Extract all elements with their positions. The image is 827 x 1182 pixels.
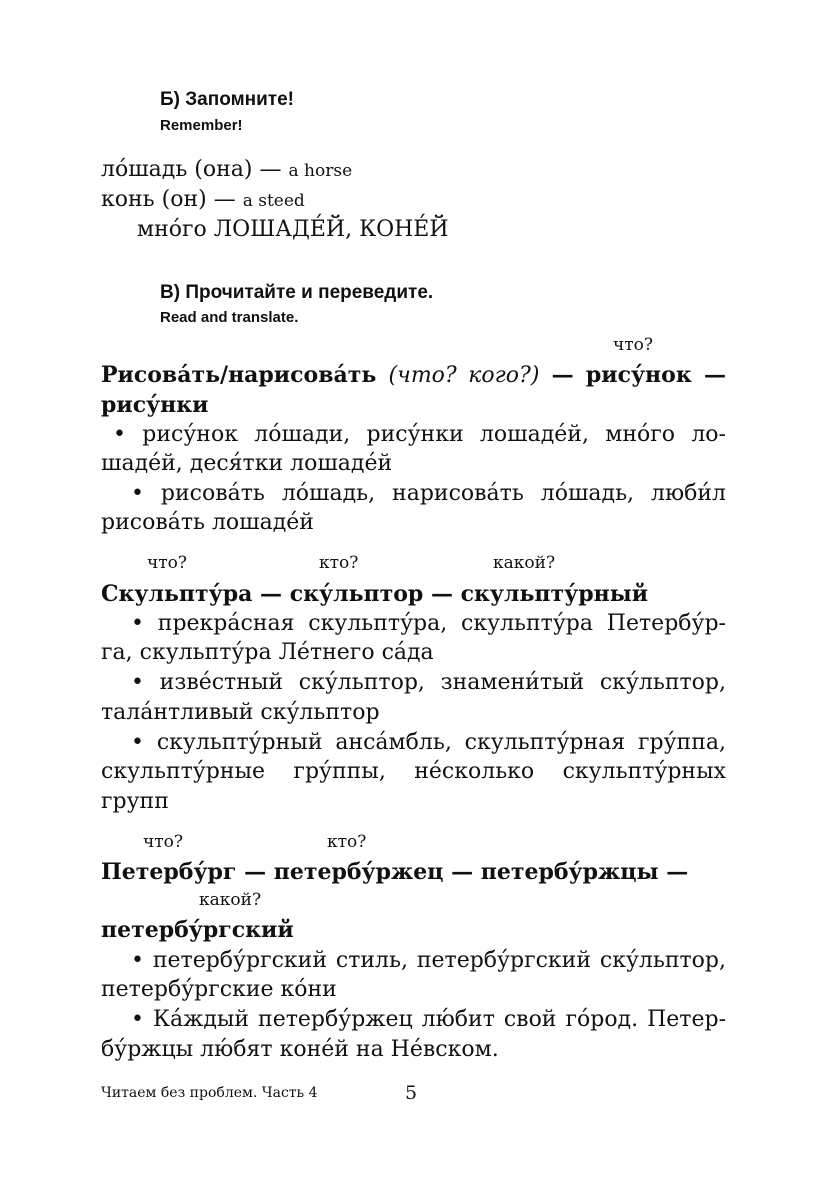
bullet-line: петербу́ргские ко́ни xyxy=(101,977,337,1002)
section-v-subtitle: Read and translate. xyxy=(160,309,299,326)
bullet-line: шаде́й, деся́тки лошаде́й xyxy=(101,451,393,476)
headword-verb: Рисова́ть/нарисова́ть xyxy=(101,362,377,388)
hint-which: какой? xyxy=(493,553,556,573)
hint-which: какой? xyxy=(199,890,262,910)
hint-who: кто? xyxy=(319,553,359,573)
headword-line: петербу́ргский xyxy=(101,917,294,943)
bullet-line: скульпту́рные гру́ппы, не́сколько скульпту́рных xyxy=(101,759,726,784)
bullet-line: • изве́стный ску́льптор, знамени́тый ску́льптор, xyxy=(131,670,726,695)
bullet-line: • скульпту́рный анса́мбль, скульпту́рная гру́ппа, xyxy=(131,730,726,755)
headword-line: Петербу́рг — петербу́ржец — петербу́ржцы — xyxy=(101,859,689,885)
headword-question: (что? кого?) xyxy=(388,363,540,388)
section-v-title: В) Прочитайте и переведите. xyxy=(160,282,434,303)
bullet-line: га, скульпту́ра Ле́тнего са́да xyxy=(101,640,434,665)
hint-what: что? xyxy=(613,335,653,355)
vocab-many: мно́го ЛОШАДЕ́Й, КОНЕ́Й xyxy=(137,217,449,242)
headword-line: Скульпту́ра — ску́льптор — скульпту́рный xyxy=(101,581,649,607)
bullet-line: групп xyxy=(101,789,169,814)
footer-book-title: Читаем без проблем. Часть 4 xyxy=(101,1085,318,1101)
hint-what: что? xyxy=(143,832,183,852)
bullet-line: • петербу́ргский стиль, петербу́ргский ску́льптор, xyxy=(131,948,726,973)
bullet-line: бу́ржцы лю́бят коне́й на Не́вском. xyxy=(101,1037,499,1062)
vocab-steed-translation: a steed xyxy=(242,191,305,211)
headword-line xyxy=(101,364,726,387)
hint-who: кто? xyxy=(327,832,367,852)
headword-dash: — xyxy=(551,362,574,388)
page-number: 5 xyxy=(405,1082,418,1104)
vocab-horse-word: ло́шадь (она) — xyxy=(101,157,282,182)
bullet-line: тала́нтливый ску́льптор xyxy=(101,700,380,725)
headword-line: рису́нки xyxy=(101,392,209,418)
bullet-line: рисова́ть лошаде́й xyxy=(101,510,314,535)
vocab-steed xyxy=(101,189,305,211)
hint-what: что? xyxy=(147,553,187,573)
headword-noun: рису́нок — xyxy=(585,362,726,388)
bullet-line: • рисова́ть ло́шадь, нарисова́ть ло́шадь, люби́л xyxy=(131,481,726,506)
vocab-horse-translation: a horse xyxy=(288,161,353,181)
section-b-title: Б) Запомните! xyxy=(160,89,294,110)
vocab-steed-word: конь (он) — xyxy=(101,187,236,212)
bullet-line: • рису́нок ло́шади, рису́нки лошаде́й, мно́го ло- xyxy=(113,422,726,447)
bullet-line: • прекра́сная скульпту́ра, скульпту́ра Петербу́р- xyxy=(131,611,726,636)
section-b-subtitle: Remember! xyxy=(160,117,243,134)
bullet-line: • Ка́ждый петербу́ржец лю́бит свой го́род. Петер- xyxy=(131,1007,726,1032)
vocab-horse xyxy=(101,159,352,181)
